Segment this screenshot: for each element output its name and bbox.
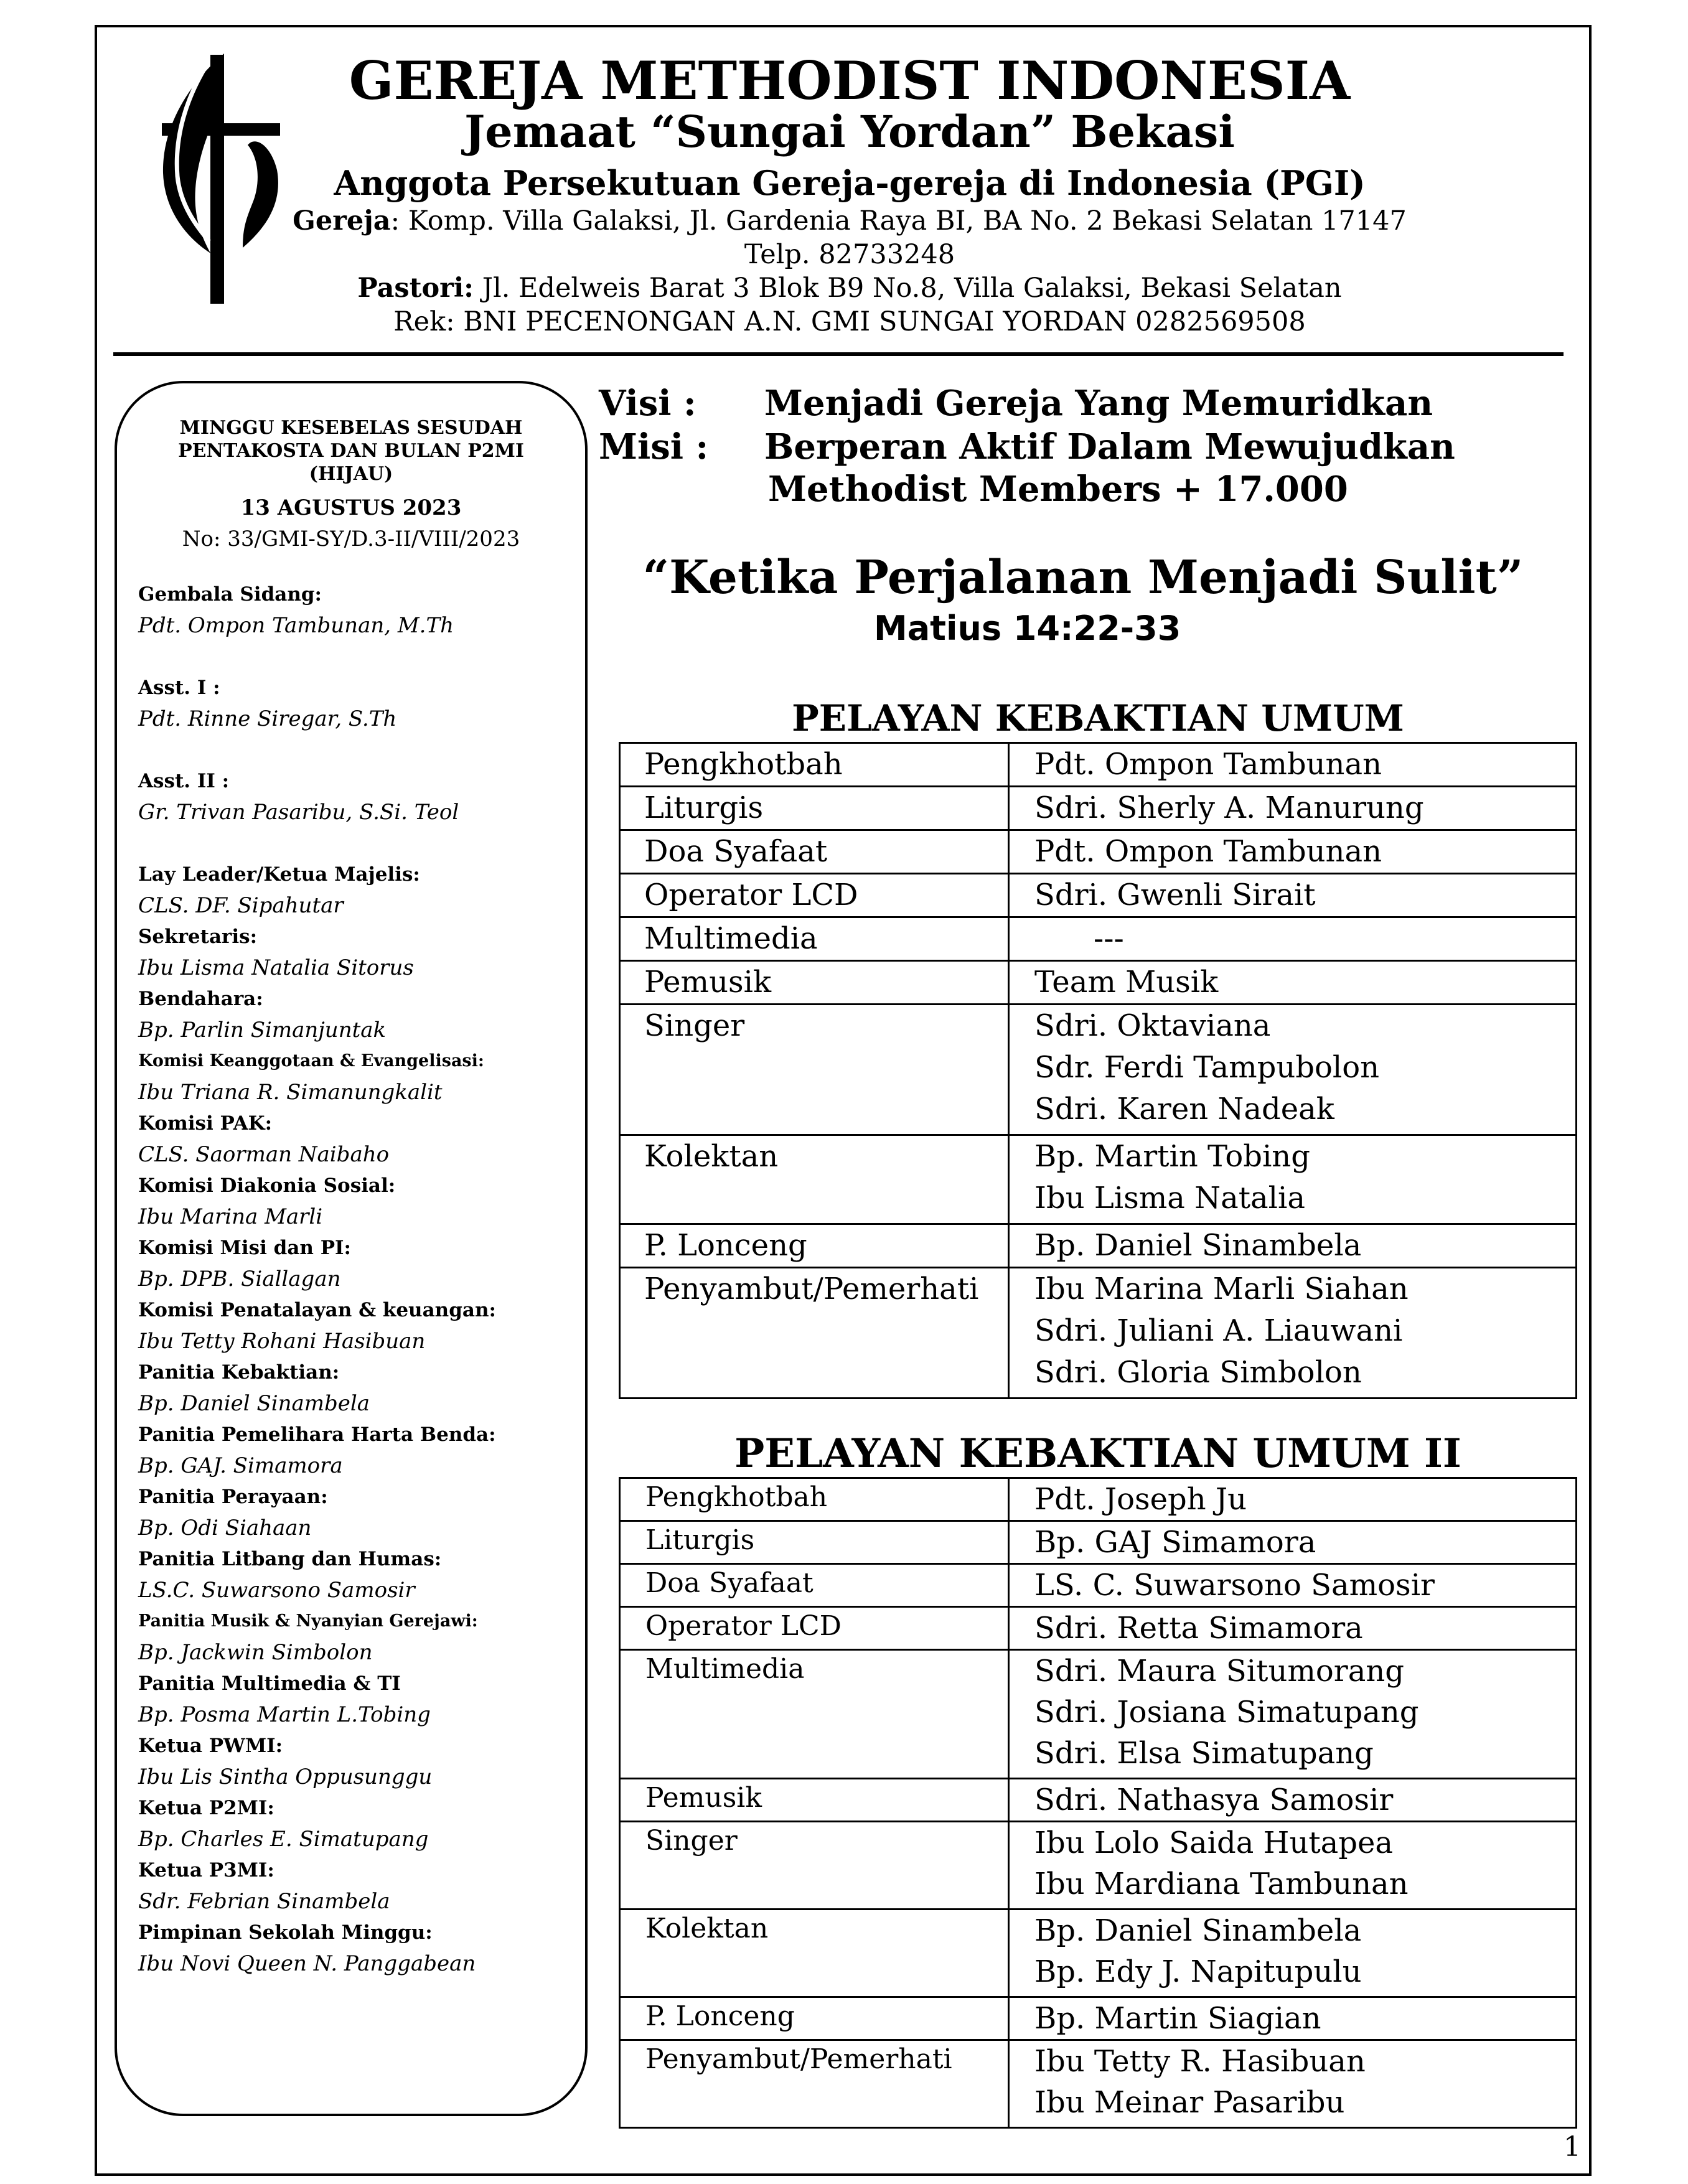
names-cell	[1009, 1135, 1577, 1224]
officer-item	[138, 1730, 574, 1793]
names-cell	[1009, 917, 1577, 961]
officer-role: Panitia Multimedia & TI	[138, 1672, 401, 1695]
role-cell: Penyambut/Pemerhati	[620, 2040, 1009, 2128]
officer-name: Bp. Charles E. Simatupang	[138, 1827, 429, 1852]
cross-and-flame-logo-icon	[149, 42, 293, 316]
names-cell	[1009, 1005, 1577, 1135]
officer-role: Lay Leader/Ketua Majelis:	[138, 863, 420, 886]
officer-role: Ketua P3MI:	[138, 1859, 274, 1882]
servant-name: Sdri. Oktaviana	[1034, 1008, 1271, 1043]
officer-name: Ibu Triana R. Simanungkalit	[138, 1080, 443, 1105]
role-cell: Liturgis	[620, 787, 1009, 830]
officer-role: Panitia Kebaktian:	[138, 1361, 340, 1384]
servant-name: Ibu Tetty R. Hasibuan	[1034, 2044, 1366, 2079]
officer-role: Panitia Perayaan:	[138, 1486, 328, 1508]
officer-name: Ibu Lis Sintha Oppusunggu	[138, 1765, 433, 1789]
role-cell: P. Lonceng	[620, 1997, 1009, 2040]
servant-name: Team Musik	[1034, 965, 1219, 1000]
service2-title: PELAYAN KEBAKTIAN UMUM II	[734, 1430, 1461, 1477]
officer-item	[138, 1357, 574, 1419]
officer-role: Panitia Litbang dan Humas:	[138, 1548, 442, 1570]
officer-role: Asst. II :	[138, 770, 230, 792]
service-date: 13 AGUSTUS 2023	[240, 495, 462, 520]
servant-name: Sdri. Gloria Simbolon	[1034, 1355, 1362, 1390]
officer-item	[138, 1046, 574, 1108]
table-row	[620, 961, 1577, 1005]
servant-name: Sdri. Nathasya Samosir	[1034, 1783, 1394, 1817]
bulletin-number: No: 33/GMI-SY/D.3-II/VIII/2023	[182, 527, 520, 551]
sermon-title: “Ketika Perjalanan Menjadi Sulit”	[642, 551, 1524, 604]
service1-table	[619, 742, 1577, 1399]
servant-name: Sdri. Elsa Simatupang	[1034, 1736, 1374, 1771]
officer-name: Pdt. Rinne Siregar, S.Th	[138, 706, 397, 731]
names-cell	[1009, 787, 1577, 830]
names-cell	[1009, 1268, 1577, 1399]
role-cell: Multimedia	[620, 1650, 1009, 1779]
table-row	[620, 787, 1577, 830]
church-phone: Telp. 82733248	[744, 239, 955, 270]
officer-item	[138, 1481, 574, 1544]
servant-name: Sdri. Karen Nadeak	[1034, 1092, 1334, 1127]
servant-name: Ibu Lisma Natalia	[1034, 1181, 1305, 1216]
names-cell	[1009, 961, 1577, 1005]
names-cell	[1009, 1910, 1577, 1997]
misi-text-line1: Berperan Aktif Dalam Mewujudkan	[764, 426, 1455, 467]
names-cell	[1009, 874, 1577, 917]
pastori-text: Jl. Edelweis Barat 3 Blok B9 No.8, Villa Galaksi, Bekasi Selatan	[474, 273, 1342, 304]
officer-item	[138, 983, 574, 1046]
officer-name: LS.C. Suwarsono Samosir	[138, 1578, 415, 1603]
table-row	[620, 1224, 1577, 1268]
servant-name: Sdri. Juliani A. Liauwani	[1034, 1313, 1403, 1348]
servant-name: Sdri. Josiana Simatupang	[1034, 1695, 1419, 1730]
servant-name: Bp. Daniel Sinambela	[1034, 1228, 1362, 1263]
officer-item	[138, 1544, 574, 1606]
servant-name: Ibu Meinar Pasaribu	[1034, 2085, 1345, 2120]
officer-role: Panitia Musik & Nyanyian Gerejawi:	[138, 1611, 478, 1631]
names-cell	[1009, 1478, 1577, 1521]
officer-name: Sdr. Febrian Sinambela	[138, 1889, 390, 1914]
officer-name: Bp. Daniel Sinambela	[138, 1391, 370, 1416]
role-cell: Doa Syafaat	[620, 830, 1009, 874]
names-cell	[1009, 1997, 1577, 2040]
sunday-title-line1: MINGGU KESEBELAS SESUDAH	[179, 417, 523, 439]
role-cell: Pengkhotbah	[620, 743, 1009, 787]
officer-name: Ibu Tetty Rohani Hasibuan	[138, 1329, 426, 1354]
officer-item	[138, 1855, 574, 1917]
church-name: GEREJA METHODIST INDONESIA	[349, 50, 1351, 111]
servant-name: Pdt. Ompon Tambunan	[1034, 747, 1382, 782]
officer-role: Komisi Misi dan PI:	[138, 1237, 351, 1259]
officer-role: Sekretaris:	[138, 926, 258, 948]
officer-item	[138, 1108, 574, 1170]
officer-item	[138, 859, 574, 921]
service2-table	[619, 1477, 1577, 2129]
officer-item	[138, 1419, 574, 1481]
officer-name: Ibu Marina Marli	[138, 1204, 323, 1229]
table-row	[620, 1607, 1577, 1650]
role-cell: Penyambut/Pemerhati	[620, 1268, 1009, 1399]
officer-item	[138, 1232, 574, 1295]
officer-name: Ibu Lisma Natalia Sitorus	[138, 955, 414, 980]
servant-name: Ibu Marina Marli Siahan	[1034, 1272, 1409, 1306]
address-label: Gereja	[293, 205, 391, 237]
role-cell: Doa Syafaat	[620, 1564, 1009, 1607]
officer-name: Bp. Odi Siahaan	[138, 1516, 312, 1540]
scripture-reference: Matius 14:22-33	[874, 609, 1181, 648]
bank-account: Rek: BNI PECENONGAN A.N. GMI SUNGAI YORDAN 0282569508	[393, 306, 1306, 337]
servant-name: Ibu Mardiana Tambunan	[1034, 1867, 1409, 1901]
names-cell	[1009, 1521, 1577, 1564]
officer-name: Ibu Novi Queen N. Panggabean	[138, 1951, 476, 1976]
officer-role: Komisi Diakonia Sosial:	[138, 1174, 396, 1197]
servant-name: Bp. Martin Siagian	[1034, 2001, 1321, 2036]
servant-name: Sdri. Sherly A. Manurung	[1034, 790, 1424, 825]
officer-role: Bendahara:	[138, 988, 263, 1010]
church-address	[274, 205, 1425, 237]
role-cell: Operator LCD	[620, 874, 1009, 917]
officer-role: Gembala Sidang:	[138, 583, 322, 606]
officer-item	[138, 1295, 574, 1357]
role-cell: Singer	[620, 1822, 1009, 1910]
officer-item	[138, 1606, 574, 1668]
officer-name: Pdt. Ompon Tambunan, M.Th	[138, 613, 454, 638]
role-cell: Kolektan	[620, 1135, 1009, 1224]
officer-item	[138, 579, 574, 641]
table-row	[620, 1779, 1577, 1822]
role-cell: Pengkhotbah	[620, 1478, 1009, 1521]
names-cell	[1009, 1779, 1577, 1822]
officer-name: Bp. GAJ. Simamora	[138, 1453, 343, 1478]
servant-name: ---	[1094, 921, 1124, 956]
membership-line: Anggota Persekutuan Gereja-gereja di Indonesia (PGI)	[334, 163, 1366, 203]
officer-name: Gr. Trivan Pasaribu, S.Si. Teol	[138, 800, 459, 825]
visi-label: Visi :	[599, 383, 696, 424]
officer-name: Bp. Jackwin Simbolon	[138, 1640, 373, 1665]
servant-name: Bp. Martin Tobing	[1034, 1139, 1310, 1174]
officer-role: Komisi PAK:	[138, 1112, 273, 1135]
officer-item	[138, 1917, 574, 1979]
table-row	[620, 1135, 1577, 1224]
names-cell	[1009, 1822, 1577, 1910]
header-divider	[113, 352, 1564, 356]
congregation-name: Jemaat “Sungai Yordan” Bekasi	[464, 106, 1235, 157]
misi-label: Misi :	[599, 426, 709, 467]
names-cell	[1009, 1607, 1577, 1650]
servant-name: Bp. Daniel Sinambela	[1034, 1913, 1362, 1948]
officer-name: Bp. Posma Martin L.Tobing	[138, 1702, 431, 1727]
table-row	[620, 1521, 1577, 1564]
service1-title: PELAYAN KEBAKTIAN UMUM	[792, 697, 1404, 739]
page-number: 1	[1564, 2131, 1581, 2163]
servant-name: Pdt. Joseph Ju	[1034, 1482, 1247, 1517]
names-cell	[1009, 2040, 1577, 2128]
table-row	[620, 743, 1577, 787]
servant-name: Sdr. Ferdi Tampubolon	[1034, 1050, 1380, 1085]
officer-item	[138, 1668, 574, 1730]
officers-list	[138, 579, 574, 1979]
role-cell: Singer	[620, 1005, 1009, 1135]
servant-name: LS. C. Suwarsono Samosir	[1034, 1568, 1435, 1603]
officer-item	[138, 766, 574, 828]
role-cell: Multimedia	[620, 917, 1009, 961]
table-row	[620, 1268, 1577, 1399]
servant-name: Ibu Lolo Saida Hutapea	[1034, 1825, 1394, 1860]
names-cell	[1009, 830, 1577, 874]
sunday-title-line3: (HIJAU)	[309, 463, 393, 485]
officer-item	[138, 672, 574, 734]
table-row	[620, 1910, 1577, 1997]
role-cell: Operator LCD	[620, 1607, 1009, 1650]
table-row	[620, 874, 1577, 917]
role-cell: Pemusik	[620, 961, 1009, 1005]
table-row	[620, 2040, 1577, 2128]
officer-name: Bp. DPB. Siallagan	[138, 1267, 341, 1291]
officer-name: CLS. Saorman Naibaho	[138, 1142, 390, 1167]
pastori-label: Pastori:	[357, 273, 474, 304]
officer-role: Ketua PWMI:	[138, 1735, 283, 1757]
servant-name: Sdri. Maura Situmorang	[1034, 1654, 1404, 1689]
servant-name: Sdri. Retta Simamora	[1034, 1611, 1363, 1646]
table-row	[620, 1650, 1577, 1779]
officer-name: CLS. DF. Sipahutar	[138, 893, 344, 918]
names-cell	[1009, 1650, 1577, 1779]
table-row	[620, 1005, 1577, 1135]
officer-role: Panitia Pemelihara Harta Benda:	[138, 1423, 496, 1446]
pastori-address	[274, 273, 1425, 304]
role-cell: Pemusik	[620, 1779, 1009, 1822]
table-row	[620, 917, 1577, 961]
sunday-title-line2: PENTAKOSTA DAN BULAN P2MI	[178, 440, 524, 462]
officer-name: Bp. Parlin Simanjuntak	[138, 1018, 387, 1043]
servant-name: Pdt. Ompon Tambunan	[1034, 834, 1382, 869]
visi-text: Menjadi Gereja Yang Memuridkan	[764, 383, 1433, 424]
table-row	[620, 1997, 1577, 2040]
officer-role: Ketua P2MI:	[138, 1797, 274, 1819]
officer-role: Pimpinan Sekolah Minggu:	[138, 1921, 433, 1944]
address-text: : Komp. Villa Galaksi, Jl. Gardenia Raya BI, BA No. 2 Bekasi Selatan 17147	[390, 205, 1407, 237]
names-cell	[1009, 743, 1577, 787]
names-cell	[1009, 1224, 1577, 1268]
table-row	[620, 830, 1577, 874]
officer-item	[138, 921, 574, 983]
servant-name: Bp. GAJ Simamora	[1034, 1525, 1316, 1560]
role-cell: P. Lonceng	[620, 1224, 1009, 1268]
role-cell: Kolektan	[620, 1910, 1009, 1997]
table-row	[620, 1564, 1577, 1607]
table-row	[620, 1822, 1577, 1910]
table-row	[620, 1478, 1577, 1521]
officer-item	[138, 1170, 574, 1232]
names-cell	[1009, 1564, 1577, 1607]
role-cell: Liturgis	[620, 1521, 1009, 1564]
misi-text-line2: Methodist Members + 17.000	[768, 469, 1348, 510]
officer-role: Asst. I :	[138, 677, 220, 699]
servant-name: Sdri. Gwenli Sirait	[1034, 878, 1316, 912]
officer-role: Komisi Penatalayan & keuangan:	[138, 1299, 496, 1321]
officer-role: Komisi Keanggotaan & Evangelisasi:	[138, 1051, 484, 1071]
officer-item	[138, 1793, 574, 1855]
servant-name: Bp. Edy J. Napitupulu	[1034, 1954, 1362, 1989]
